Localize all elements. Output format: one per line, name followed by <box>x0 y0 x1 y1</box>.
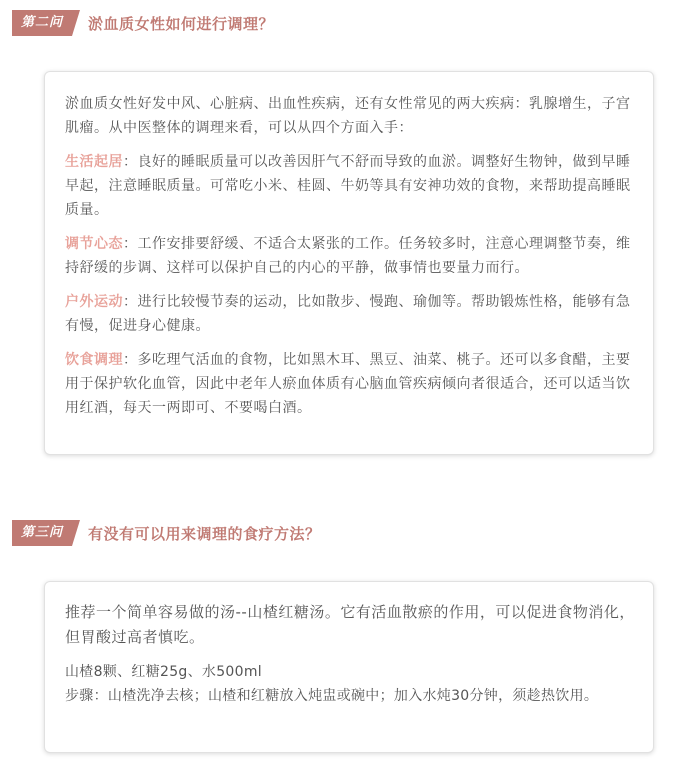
q2-section-sleep-text: ：良好的睡眠质量可以改善因肝气不舒而导致的血淤。调整好生物钟，做到早睡早起，注意睡眠质量。可常吃小米、桂圆、牛奶等具有安神功效的食物，来帮助提高睡眠质量。 <box>65 154 631 218</box>
q3-ingredients: 山楂8颗、红糖25g、水500ml <box>65 664 262 680</box>
q2-intro: 淤血质女性好发中风、心脏病、出血性疾病，还有女性常见的两大疾病：乳腺增生，子宫肌瘤。从中医整体的调理来看，可以从四个方面入手： <box>65 96 631 136</box>
q3-steps: 步骤：山楂洗净去核；山楂和红糖放入炖盅或碗中；加入水炖30分钟，须趁热饮用。 <box>65 688 599 704</box>
question-3-header <box>12 520 321 546</box>
question-2-card <box>44 71 654 455</box>
q2-section-diet-label: 饮食调理 <box>65 352 123 368</box>
q2-section-exercise <box>65 290 635 338</box>
q2-section-mood <box>65 232 635 280</box>
question-3-card <box>44 581 654 753</box>
q2-section-exercise-label: 户外运动 <box>65 294 123 310</box>
question-2-header <box>12 10 274 36</box>
q2-section-sleep-label: 生活起居 <box>65 154 123 170</box>
q2-section-exercise-text: ：进行比较慢节奏的运动，比如散步、慢跑、瑜伽等。帮助锻炼性格，能够有急有慢，促进身心健康。 <box>65 294 631 334</box>
q2-section-sleep <box>65 150 635 222</box>
question-3-title: 有没有可以用来调理的食疗方法？ <box>88 524 321 543</box>
q2-section-diet <box>65 348 635 420</box>
q2-section-diet-text: ：多吃理气活血的食物，比如黑木耳、黑豆、油菜、桃子。还可以多食醋，主要用于保护软化血管，因此中老年人瘀血体质有心脑血管疾病倾向者很适合，还可以适当饮用红酒，每天一两即可、不要喝白酒。 <box>65 352 631 416</box>
question-2-tag: 第二问 <box>12 10 72 36</box>
question-2-title: 淤血质女性如何进行调理？ <box>88 14 275 33</box>
q2-section-mood-label: 调节心态 <box>65 236 123 252</box>
question-3-tag: 第三问 <box>12 520 72 546</box>
q3-intro: 推荐一个简单容易做的汤--山楂红糖汤。它有活血散瘀的作用，可以促进食物消化，但胃酸过高者慎吃。 <box>65 603 635 646</box>
q2-section-mood-text: ：工作安排要舒缓、不适合太紧张的工作。任务较多时，注意心理调整节奏，维持舒缓的步调、这样可以保护自己的内心的平静，做事情也要量力而行。 <box>65 236 631 276</box>
q3-recipe <box>65 660 635 708</box>
